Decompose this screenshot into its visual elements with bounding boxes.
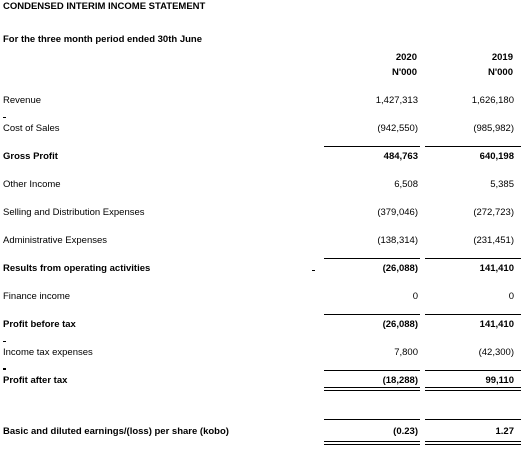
value-2019-profit-before-tax: 141,410: [479, 319, 514, 330]
column-header-unit-2019: N'000: [488, 67, 513, 78]
value-2020-cost-of-sales: (942,550): [377, 123, 418, 134]
value-2020-selling-distribution: (379,046): [377, 207, 418, 218]
value-2020-finance-income: 0: [412, 291, 418, 302]
double-rule-top: [425, 441, 521, 442]
row-label-revenue: Revenue: [3, 95, 42, 106]
row-label-gross-profit: Gross Profit: [3, 151, 58, 162]
double-rule-bottom: [324, 390, 420, 391]
statement-title: CONDENSED INTERIM INCOME STATEMENT: [3, 1, 206, 12]
column-header-unit-2020: N'000: [392, 67, 417, 78]
value-2020-profit-before-tax: (26,088): [382, 319, 418, 330]
dash-mark: [312, 270, 315, 271]
double-rule-bottom: [425, 444, 521, 445]
value-2020-operating-result: (26,088): [382, 263, 418, 274]
value-2019-income-tax: (42,300): [478, 347, 514, 358]
rule-line: [324, 419, 420, 420]
rule-line: [425, 370, 521, 371]
row-label-other-income: Other Income: [3, 179, 61, 190]
rule-line: [425, 314, 521, 315]
rule-line: [324, 258, 420, 259]
period-subtitle: For the three month period ended 30th June: [3, 34, 202, 45]
value-2019-revenue: 1,626,180: [471, 95, 514, 106]
row-label-selling-distribution: Selling and Distribution Expenses: [3, 207, 145, 218]
row-label-finance-income: Finance income: [3, 291, 71, 302]
value-2019-eps: 1.27: [495, 426, 514, 437]
double-rule-bottom: [324, 444, 420, 445]
double-rule-top: [324, 441, 420, 442]
column-header-year-2020: 2020: [395, 52, 417, 63]
rule-line: [324, 370, 420, 371]
value-2019-operating-result: 141,410: [479, 263, 514, 274]
double-rule-top: [425, 387, 521, 388]
rule-line: [425, 258, 521, 259]
double-rule-top: [324, 387, 420, 388]
value-2020-income-tax: 7,800: [394, 347, 418, 358]
value-2020-revenue: 1,427,313: [375, 95, 418, 106]
value-2019-gross-profit: 640,198: [479, 151, 514, 162]
dash-mark: [3, 368, 6, 370]
rule-line: [324, 146, 420, 147]
value-2020-gross-profit: 484,763: [383, 151, 418, 162]
rule-line: [425, 419, 521, 420]
value-2019-cost-of-sales: (985,982): [473, 123, 514, 134]
column-header-year-2019: 2019: [491, 52, 513, 63]
row-label-cost-of-sales: Cost of Sales: [3, 123, 60, 134]
row-label-eps: Basic and diluted earnings/(loss) per share (kobo): [3, 426, 229, 437]
value-2019-administrative: (231,451): [473, 235, 514, 246]
value-2020-administrative: (138,314): [377, 235, 418, 246]
value-2020-other-income: 6,508: [394, 179, 418, 190]
dash-mark: [3, 117, 6, 118]
value-2019-finance-income: 0: [508, 291, 514, 302]
row-label-administrative: Administrative Expenses: [3, 235, 108, 246]
row-label-profit-after-tax: Profit after tax: [3, 375, 68, 386]
rule-line: [425, 146, 521, 147]
value-2019-selling-distribution: (272,723): [473, 207, 514, 218]
value-2020-profit-after-tax: (18,288): [382, 375, 418, 386]
rule-line: [324, 314, 420, 315]
value-2020-eps: (0.23): [393, 426, 418, 437]
double-rule-bottom: [425, 390, 521, 391]
row-label-profit-before-tax: Profit before tax: [3, 319, 76, 330]
value-2019-profit-after-tax: 99,110: [485, 375, 514, 386]
row-label-income-tax: Income tax expenses: [3, 347, 93, 358]
value-2019-other-income: 5,385: [490, 179, 514, 190]
dash-mark: [3, 341, 6, 342]
row-label-operating-result: Results from operating activities: [3, 263, 151, 274]
